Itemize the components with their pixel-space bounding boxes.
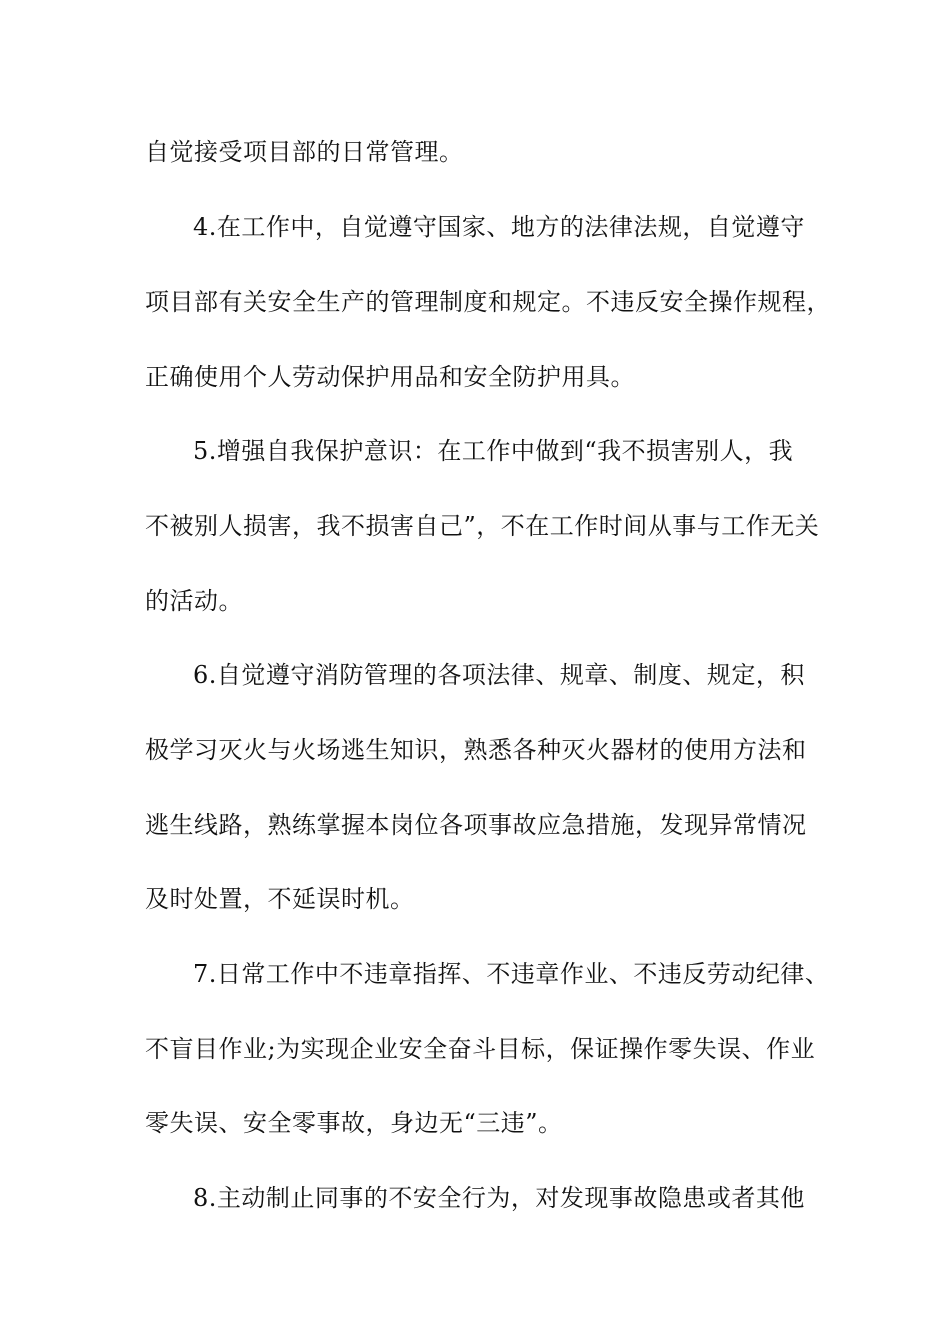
text-line-1: 自觉接受项目部的日常管理。 <box>145 138 464 166</box>
text-line-4: 正确使用个人劳动保护用品和安全防护用具。 <box>145 363 635 391</box>
text-line-13: 不盲目作业;为实现企业安全奋斗目标，保证操作零失误、作业 <box>145 1035 816 1063</box>
text-line-3: 项目部有关安全生产的管理制度和规定。不违反安全操作规程， <box>145 288 831 316</box>
text-line-9: 极学习灭火与火场逃生知识，熟悉各种灭火器材的使用方法和 <box>145 736 807 764</box>
text-line-10: 逃生线路，熟练掌握本岗位各项事故应急措施，发现异常情况 <box>145 811 807 839</box>
text-line-12: 7.日常工作中不违章指挥、不违章作业、不违反劳动纪律、 <box>193 960 830 988</box>
text-line-14: 零失误、安全零事故，身边无“三违”。 <box>145 1109 563 1137</box>
text-line-11: 及时处置，不延误时机。 <box>145 885 415 913</box>
text-line-8: 6.自觉遵守消防管理的各项法律、规章、制度、规定，积 <box>193 661 805 689</box>
text-line-15: 8.主动制止同事的不安全行为，对发现事故隐患或者其他 <box>193 1184 805 1212</box>
text-line-2: 4.在工作中，自觉遵守国家、地方的法律法规，自觉遵守 <box>193 213 805 241</box>
text-line-5: 5.增强自我保护意识：在工作中做到“我不损害别人，我 <box>193 437 794 465</box>
text-line-6: 不被别人损害，我不损害自己”，不在工作时间从事与工作无关 <box>145 512 820 540</box>
text-line-7: 的活动。 <box>145 587 243 615</box>
